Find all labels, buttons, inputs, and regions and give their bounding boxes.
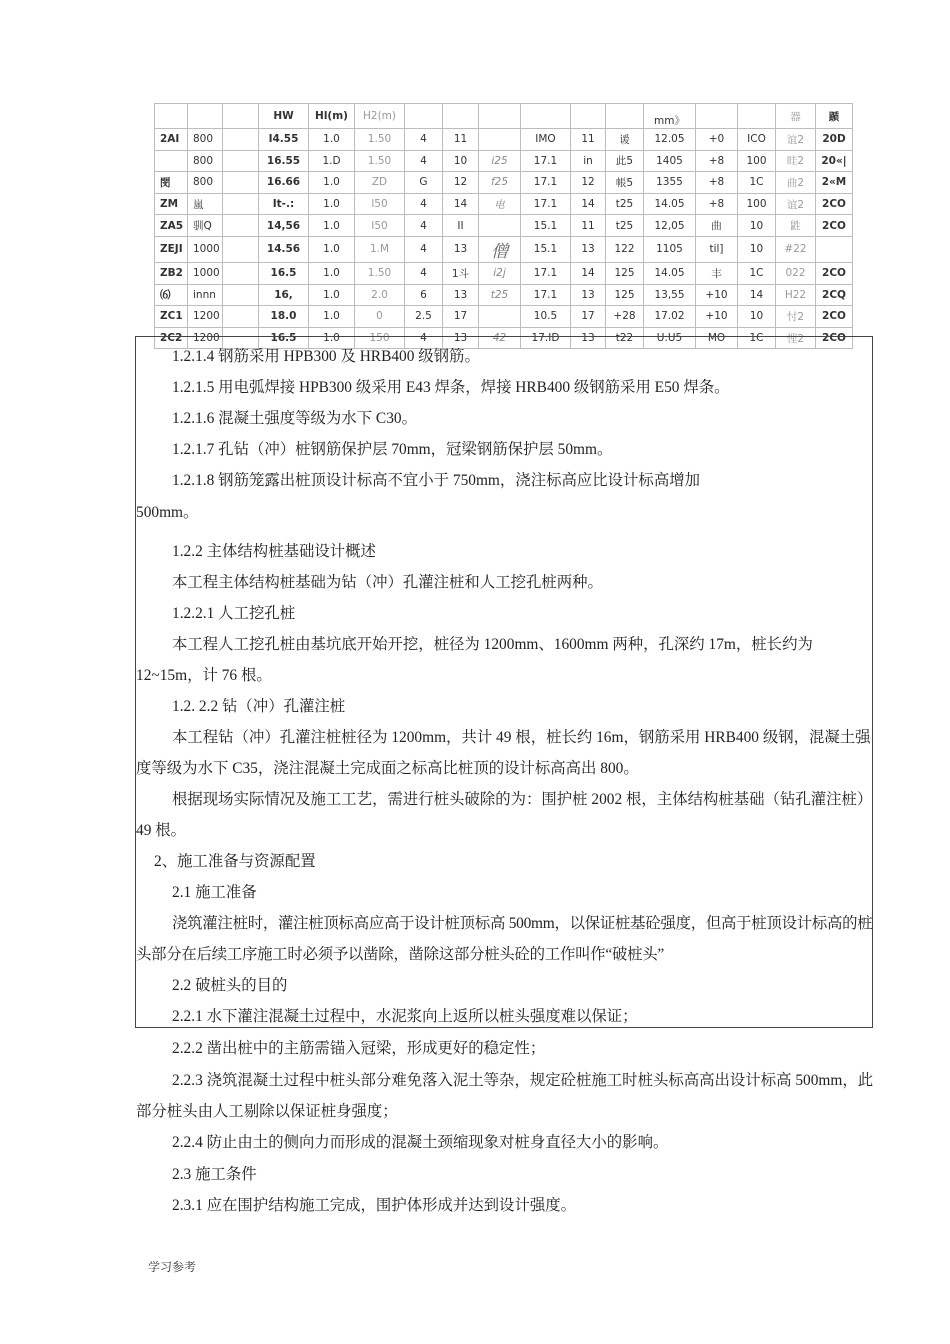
table-cell bbox=[443, 104, 479, 129]
table-cell: 1000 bbox=[188, 262, 223, 284]
table-cell bbox=[223, 236, 259, 262]
table-cell: ZB2 bbox=[155, 262, 188, 284]
table-cell: 14 bbox=[738, 284, 776, 306]
table-cell: 眭2 bbox=[776, 150, 816, 172]
table-cell: 14 bbox=[571, 262, 606, 284]
table-row bbox=[155, 193, 853, 215]
table-cell: 2.5 bbox=[405, 306, 443, 328]
table-cell: 022 bbox=[776, 262, 816, 284]
table-row bbox=[155, 215, 853, 237]
table-cell: 14.05 bbox=[644, 193, 696, 215]
table-cell: 18.0 bbox=[259, 306, 309, 328]
table-cell: 1.0 bbox=[309, 172, 355, 194]
table-cell: 1.0 bbox=[309, 129, 355, 151]
section-heading: 2.1 施工准备 bbox=[172, 884, 257, 901]
table-cell: t25 bbox=[479, 284, 521, 306]
table-cell bbox=[155, 150, 188, 172]
table-cell bbox=[479, 129, 521, 151]
table-cell: 10 bbox=[738, 215, 776, 237]
table-cell: 4 bbox=[405, 193, 443, 215]
table-cell: 20D bbox=[816, 129, 853, 151]
table-cell: 13 bbox=[571, 284, 606, 306]
paragraph: 1.2.1.4 钢筋采用 HPB300 及 HRB400 级钢筋。 bbox=[172, 348, 480, 365]
table-cell: 150 bbox=[355, 327, 405, 349]
table-cell: 2CO bbox=[816, 306, 853, 328]
table-cell: 踬 bbox=[816, 104, 853, 129]
table-cell: 2«M bbox=[816, 172, 853, 194]
table-cell bbox=[223, 172, 259, 194]
table-cell: 6 bbox=[405, 284, 443, 306]
table-cell: 1C bbox=[738, 172, 776, 194]
table-cell: 13 bbox=[443, 236, 479, 262]
table-cell bbox=[571, 104, 606, 129]
table-cell: 14,56 bbox=[259, 215, 309, 237]
table-cell: 帳5 bbox=[606, 172, 644, 194]
table-cell: 僧 bbox=[479, 236, 521, 262]
table-cell: 曲 bbox=[696, 215, 738, 237]
table-cell: t25 bbox=[606, 193, 644, 215]
table-cell: 17.ID bbox=[521, 327, 571, 349]
section-heading: 2、施工准备与资源配置 bbox=[154, 853, 316, 870]
table-cell: 1.50 bbox=[355, 129, 405, 151]
paragraph: 根据现场实际情况及施工工艺，需进行桩头破除的为：围护桩 2002 根，主体结构桩基础（钻孔灌注桩）49 根。 bbox=[136, 791, 873, 839]
table-cell bbox=[479, 104, 521, 129]
table-cell: 14.56 bbox=[259, 236, 309, 262]
paragraph: 浇筑灌注桩时，灌注桩顶标高应高于设计桩顶标高 500mm，以保证桩基砼强度，但高于桩顶设计标高的桩头部分在后续工序施工时必须予以凿除，凿除这部分桩头砼的工作叫作“破桩头” bbox=[136, 915, 873, 963]
table-cell: U.U5 bbox=[644, 327, 696, 349]
table-cell: 16.55 bbox=[259, 150, 309, 172]
table-cell: 11 bbox=[571, 129, 606, 151]
table-cell bbox=[223, 104, 259, 129]
table-cell: 0 bbox=[355, 306, 405, 328]
table-cell: It-.: bbox=[259, 193, 309, 215]
table-cell: 42 bbox=[479, 327, 521, 349]
table-cell: i25 bbox=[479, 150, 521, 172]
table-cell: 1斗 bbox=[443, 262, 479, 284]
table-cell: 鼪 bbox=[776, 215, 816, 237]
table-cell: 17.1 bbox=[521, 150, 571, 172]
paragraph: 1.2.1.8 钢筋笼露出桩顶设计标高不宜小于 750mm，浇注标高应比设计标高增加 bbox=[172, 472, 700, 489]
table-cell: 100 bbox=[738, 193, 776, 215]
table-cell bbox=[738, 104, 776, 129]
paragraph: 2.2.1 水下灌注混凝土过程中，水泥浆向上返所以桩头强度难以保证； bbox=[172, 1008, 638, 1025]
table-cell: f25 bbox=[479, 172, 521, 194]
table-cell: 800 bbox=[188, 150, 223, 172]
table-cell bbox=[816, 236, 853, 262]
table-cell: 1.D bbox=[309, 150, 355, 172]
table-row bbox=[155, 172, 853, 194]
table-cell: 10 bbox=[738, 236, 776, 262]
table-cell: 2CO bbox=[816, 327, 853, 349]
table-cell: 1.0 bbox=[309, 236, 355, 262]
table-cell: 1200 bbox=[188, 306, 223, 328]
table-cell: ⑹ bbox=[155, 284, 188, 306]
table-cell bbox=[223, 306, 259, 328]
table-cell: 15.1 bbox=[521, 215, 571, 237]
table-cell: in bbox=[571, 150, 606, 172]
paragraph: 500mm。 bbox=[136, 504, 199, 521]
table-cell: 4 bbox=[405, 129, 443, 151]
section-heading: 1.2.2.1 人工挖孔桩 bbox=[172, 605, 296, 622]
table-cell: ZA5 bbox=[155, 215, 188, 237]
table-cell: +8 bbox=[696, 193, 738, 215]
table-cell: 1.50 bbox=[355, 262, 405, 284]
table-cell: 12,05 bbox=[644, 215, 696, 237]
table-cell: 1.M bbox=[355, 236, 405, 262]
table-cell: 125 bbox=[606, 262, 644, 284]
table-cell: Hl(m) bbox=[309, 104, 355, 129]
table-cell: 11 bbox=[443, 129, 479, 151]
table-cell: 13 bbox=[571, 327, 606, 349]
table-cell: 2AI bbox=[155, 129, 188, 151]
table-cell: I50 bbox=[355, 215, 405, 237]
table-cell: H2(m) bbox=[355, 104, 405, 129]
table-cell: 17.1 bbox=[521, 193, 571, 215]
table-cell: 1C bbox=[738, 327, 776, 349]
table-cell: 忖2 bbox=[776, 306, 816, 328]
table-cell: #22 bbox=[776, 236, 816, 262]
table-cell bbox=[479, 215, 521, 237]
paragraph: 1.2.1.5 用电弧焊接 HPB300 级采用 E43 焊条，焊接 HRB400 级钢筋采用 E50 焊条。 bbox=[172, 379, 730, 396]
table-cell: +8 bbox=[696, 172, 738, 194]
table-cell: mm》 bbox=[644, 104, 696, 129]
table-cell: 10 bbox=[443, 150, 479, 172]
table-cell: 13,55 bbox=[644, 284, 696, 306]
table-cell: 17 bbox=[443, 306, 479, 328]
paragraph: 1.2.1.7 孔钻（冲）桩钢筋保护层 70mm，冠梁钢筋保护层 50mm。 bbox=[172, 441, 613, 458]
table-cell: 1.0 bbox=[309, 262, 355, 284]
table-cell bbox=[696, 104, 738, 129]
table-cell: 11 bbox=[571, 215, 606, 237]
table-cell: 2CO bbox=[816, 193, 853, 215]
table-cell bbox=[223, 262, 259, 284]
table-cell bbox=[188, 104, 223, 129]
table-cell: 10 bbox=[738, 306, 776, 328]
table-cell: ZM bbox=[155, 193, 188, 215]
table-cell: 14 bbox=[443, 193, 479, 215]
table-cell: 2CQ bbox=[816, 284, 853, 306]
table-cell: 1.0 bbox=[309, 306, 355, 328]
table-cell: 4 bbox=[405, 262, 443, 284]
table-cell: II bbox=[443, 215, 479, 237]
table-cell: 16.66 bbox=[259, 172, 309, 194]
section-heading: 2.3 施工条件 bbox=[172, 1166, 257, 1183]
table-cell: 12 bbox=[443, 172, 479, 194]
table-row bbox=[155, 262, 853, 284]
table-cell: 电 bbox=[479, 193, 521, 215]
table-cell: 谊2 bbox=[776, 129, 816, 151]
table-row bbox=[155, 129, 853, 151]
table-cell: 悝2 bbox=[776, 327, 816, 349]
table-cell: 1.0 bbox=[309, 284, 355, 306]
table-cell: 1C bbox=[738, 262, 776, 284]
table-cell bbox=[479, 306, 521, 328]
table-cell bbox=[521, 104, 571, 129]
section-heading: 2.2 破桩头的目的 bbox=[172, 977, 288, 994]
table-row bbox=[155, 150, 853, 172]
table-cell: 4 bbox=[405, 215, 443, 237]
table-cell: 17 bbox=[571, 306, 606, 328]
table-row bbox=[155, 236, 853, 262]
table-cell: 谖 bbox=[606, 129, 644, 151]
table-cell bbox=[606, 104, 644, 129]
table-cell: 800 bbox=[188, 172, 223, 194]
table-cell: 1200 bbox=[188, 327, 223, 349]
table-cell: i2j bbox=[479, 262, 521, 284]
table-cell: 12.05 bbox=[644, 129, 696, 151]
table-cell: 器 bbox=[776, 104, 816, 129]
table-cell: 122 bbox=[606, 236, 644, 262]
table-cell: til] bbox=[696, 236, 738, 262]
paragraph: 本工程钻（冲）孔灌注桩桩径为 1200mm，共计 49 根，桩长约 16m，钢筋采用 HRB400 级钢，混凝土强度等级为水下 C35，浇注混凝土完成面之标高比桩顶的设计标高高出 800。 bbox=[136, 729, 871, 777]
section-heading: 1.2. 2.2 钻（冲）孔灌注桩 bbox=[172, 698, 346, 715]
table-cell: t22 bbox=[606, 327, 644, 349]
table-cell: 4 bbox=[405, 150, 443, 172]
table-cell: H22 bbox=[776, 284, 816, 306]
table-cell: 20«| bbox=[816, 150, 853, 172]
paragraph: 2.3.1 应在围护结构施工完成，围护体形成并达到设计强度。 bbox=[172, 1197, 577, 1214]
table-cell bbox=[223, 150, 259, 172]
table-cell: 12 bbox=[571, 172, 606, 194]
table-cell bbox=[223, 129, 259, 151]
table-cell bbox=[223, 284, 259, 306]
table-cell: 17.1 bbox=[521, 172, 571, 194]
table-cell: 驯Q bbox=[188, 215, 223, 237]
table-cell: HW bbox=[259, 104, 309, 129]
table-cell: 曲2 bbox=[776, 172, 816, 194]
pile-data-table bbox=[154, 103, 853, 349]
table-cell bbox=[405, 104, 443, 129]
table-cell: 2CO bbox=[816, 215, 853, 237]
table-cell: 1105 bbox=[644, 236, 696, 262]
paragraph: 本工程人工挖孔桩由基坑底开始开挖，桩径为 1200mm、1600mm 两种，孔深约 17m，桩长约为 12~15m，计 76 根。 bbox=[136, 636, 813, 684]
table-cell: 125 bbox=[606, 284, 644, 306]
table-cell: +0 bbox=[696, 129, 738, 151]
table-cell: 此5 bbox=[606, 150, 644, 172]
table-cell: innn bbox=[188, 284, 223, 306]
table-cell: 1.0 bbox=[309, 193, 355, 215]
table-cell: 13 bbox=[443, 284, 479, 306]
table-cell: 閔 bbox=[155, 172, 188, 194]
table-cell: 1355 bbox=[644, 172, 696, 194]
table-cell: 2C2 bbox=[155, 327, 188, 349]
table-cell: 2.0 bbox=[355, 284, 405, 306]
table-cell: 17.1 bbox=[521, 262, 571, 284]
table-cell bbox=[155, 104, 188, 129]
table-cell: 13 bbox=[443, 327, 479, 349]
table-cell: 1.0 bbox=[309, 215, 355, 237]
table-cell: IMO bbox=[521, 129, 571, 151]
table-row bbox=[155, 284, 853, 306]
table-cell: l50 bbox=[355, 193, 405, 215]
table-cell: ZEJI bbox=[155, 236, 188, 262]
table-cell: 2CO bbox=[816, 262, 853, 284]
table-cell: 17.02 bbox=[644, 306, 696, 328]
paragraph: 1.2.1.6 混凝土强度等级为水下 C30。 bbox=[172, 410, 417, 427]
table-row bbox=[155, 306, 853, 328]
table-cell: ZC1 bbox=[155, 306, 188, 328]
table-cell: 10.5 bbox=[521, 306, 571, 328]
footer-note: 学习参考 bbox=[148, 1260, 197, 1274]
table-cell: ICO bbox=[738, 129, 776, 151]
table-cell: 谊2 bbox=[776, 193, 816, 215]
table-cell: 15.1 bbox=[521, 236, 571, 262]
table-cell: I4.55 bbox=[259, 129, 309, 151]
table-cell: 14.05 bbox=[644, 262, 696, 284]
table-cell: +10 bbox=[696, 284, 738, 306]
table-cell: 4 bbox=[405, 327, 443, 349]
table-cell: 800 bbox=[188, 129, 223, 151]
table-cell: 4 bbox=[405, 236, 443, 262]
table-cell: 13 bbox=[571, 236, 606, 262]
paragraph: 2.2.2 凿出桩中的主筋需锚入冠梁，形成更好的稳定性； bbox=[172, 1040, 546, 1057]
table-cell: 1.50 bbox=[355, 150, 405, 172]
table-cell: 16, bbox=[259, 284, 309, 306]
paragraph: 2.2.3 浇筑混凝土过程中桩头部分难免落入泥土等杂，规定砼桩施工时桩头标高高出设计标高 500mm，此部分桩头由人工剔除以保证桩身强度； bbox=[136, 1072, 874, 1120]
section-heading: 1.2.2 主体结构桩基础设计概述 bbox=[172, 543, 376, 560]
table-cell: 丰 bbox=[696, 262, 738, 284]
table-header-row bbox=[155, 104, 853, 129]
table-cell: 1000 bbox=[188, 236, 223, 262]
table-cell: 16.5 bbox=[259, 262, 309, 284]
table-cell: 1405 bbox=[644, 150, 696, 172]
table-cell: 16.5 bbox=[259, 327, 309, 349]
table-cell: +28 bbox=[606, 306, 644, 328]
table-cell: 100 bbox=[738, 150, 776, 172]
table-cell: 14 bbox=[571, 193, 606, 215]
table-cell: MO bbox=[696, 327, 738, 349]
table-cell: G bbox=[405, 172, 443, 194]
table-cell: 1.0 bbox=[309, 327, 355, 349]
table-cell: t25 bbox=[606, 215, 644, 237]
table-cell bbox=[223, 215, 259, 237]
table-cell: ZD bbox=[355, 172, 405, 194]
paragraph: 本工程主体结构桩基础为钻（冲）孔灌注桩和人工挖孔桩两种。 bbox=[172, 574, 603, 591]
paragraph: 2.2.4 防止由土的侧向力而形成的混凝土颈缩现象对桩身直径大小的影响。 bbox=[172, 1134, 669, 1151]
table-cell bbox=[223, 193, 259, 215]
table-cell: +10 bbox=[696, 306, 738, 328]
table-cell: 嵐 bbox=[188, 193, 223, 215]
table-cell: +8 bbox=[696, 150, 738, 172]
table-cell: 17.1 bbox=[521, 284, 571, 306]
